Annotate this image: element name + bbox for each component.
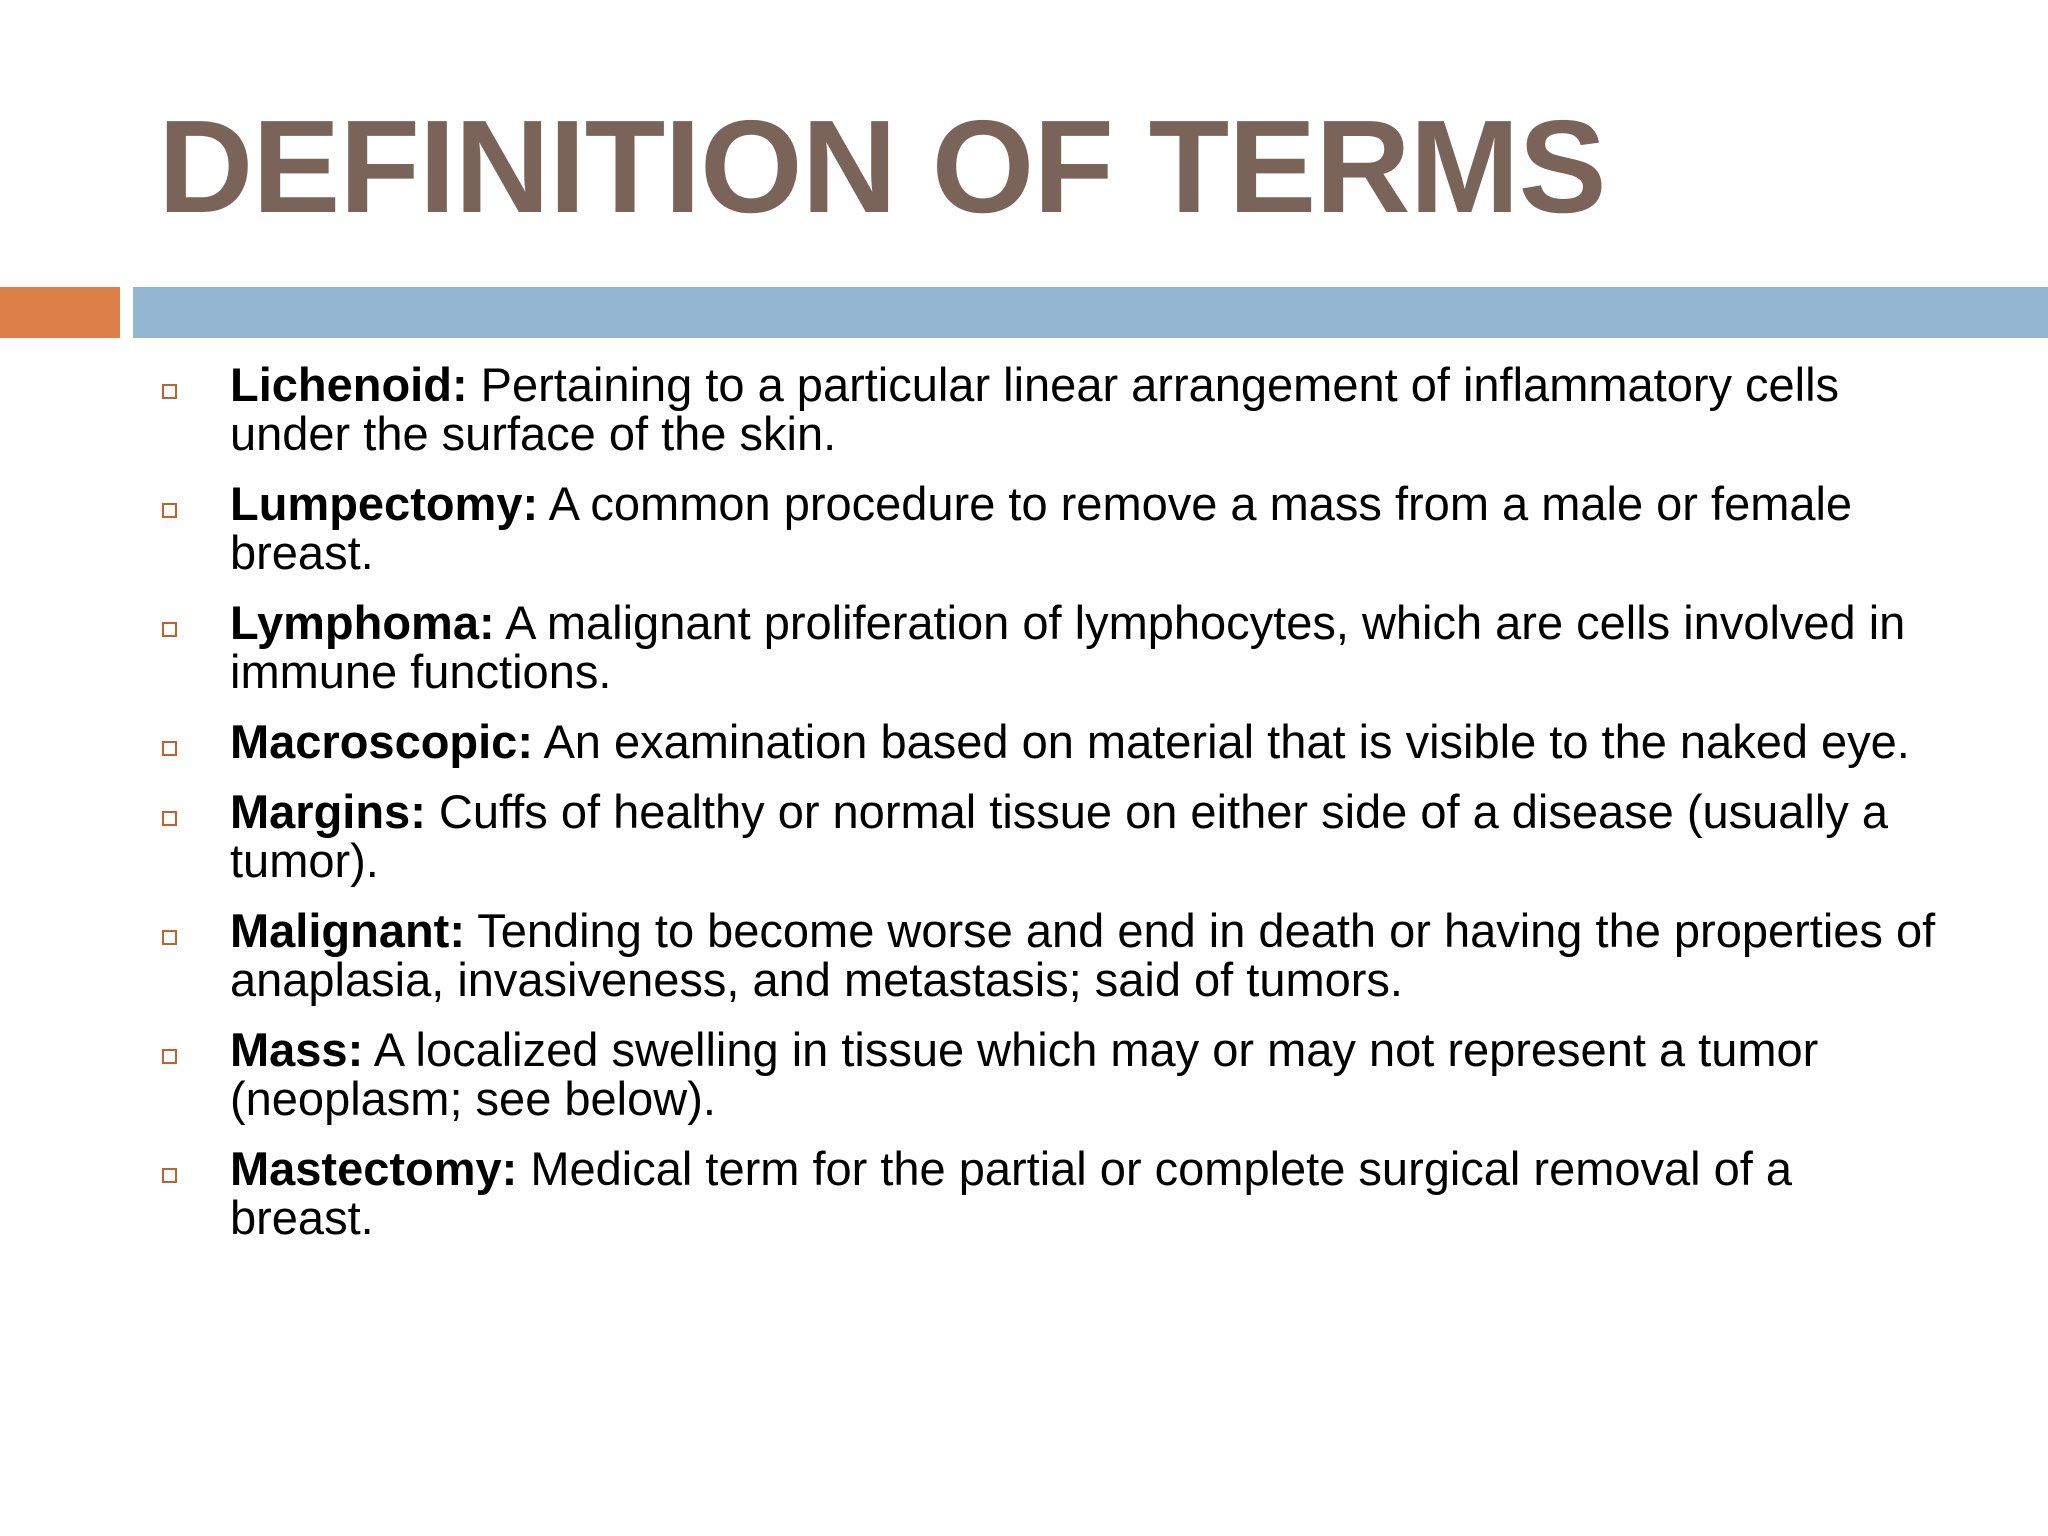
term-definition: A common procedure to remove a mass from a male or female breast.: [230, 477, 1853, 579]
terms-list: [158, 360, 1948, 1263]
hollow-square-icon: [162, 811, 177, 826]
term-definition: A malignant proliferation of lymphocytes, which are cells involved in immune functions.: [230, 596, 1906, 698]
term-mass: [158, 1025, 1948, 1123]
term-margins: [158, 787, 1948, 885]
hollow-square-icon: [162, 741, 177, 756]
term-name: Margins:: [230, 785, 426, 838]
term-definition: Cuffs of healthy or normal tissue on either side of a disease (usually a tumor).: [230, 785, 1888, 887]
term-lymphoma: [158, 598, 1948, 696]
accent-bar: [0, 287, 120, 338]
slide-title: DEFINITION OF TERMS: [158, 93, 1606, 240]
term-definition: An examination based on material that is visible to the naked eye.: [532, 715, 1910, 768]
term-macroscopic: [158, 717, 1948, 766]
term-lumpectomy: [158, 479, 1948, 577]
term-name: Lumpectomy:: [230, 477, 539, 530]
hollow-square-icon: [162, 1168, 177, 1183]
term-name: Mastectomy:: [230, 1142, 518, 1195]
term-lichenoid: [158, 360, 1948, 458]
hollow-square-icon: [162, 1049, 177, 1064]
term-definition: Pertaining to a particular linear arrangement of inflammatory cells under the surface of the skin.: [230, 358, 1840, 460]
term-definition: Medical term for the partial or complete surgical removal of a breast.: [230, 1142, 1793, 1244]
hollow-square-icon: [162, 930, 177, 945]
term-name: Mass:: [230, 1023, 364, 1076]
term-name: Lichenoid:: [230, 358, 468, 411]
hollow-square-icon: [162, 503, 177, 518]
term-definition: Tending to become worse and end in death or having the properties of anaplasia, invasiveness, and metastasis; said of tumors.: [230, 904, 1936, 1006]
term-definition: A localized swelling in tissue which may or may not represent a tumor (neoplasm; see below).: [230, 1023, 1819, 1125]
hollow-square-icon: [162, 384, 177, 399]
term-name: Lymphoma:: [230, 596, 495, 649]
term-name: Malignant:: [230, 904, 465, 957]
title-underline-bar: [133, 287, 2048, 338]
hollow-square-icon: [162, 622, 177, 637]
term-malignant: [158, 906, 1948, 1004]
term-name: Macroscopic:: [230, 715, 533, 768]
term-mastectomy: [158, 1144, 1948, 1242]
